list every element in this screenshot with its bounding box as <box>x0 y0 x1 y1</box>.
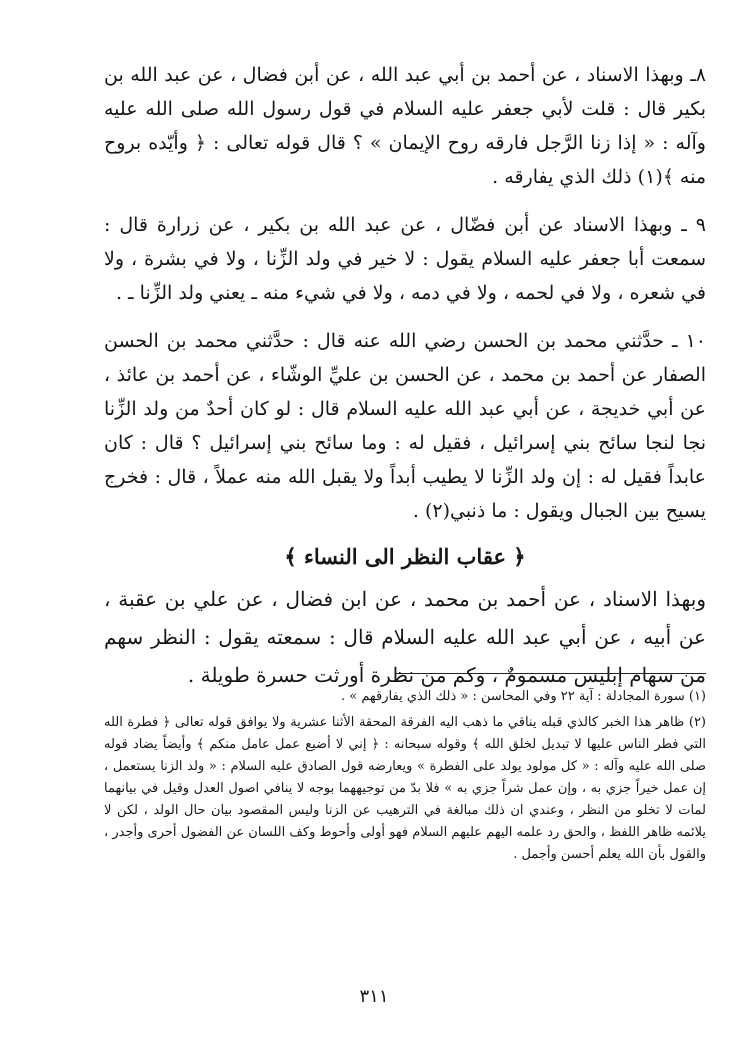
page-number: ٣١١ <box>359 986 389 1007</box>
footnotes <box>104 686 706 866</box>
footnote-1: (١) سورة المجادلة : آية ٢٢ وفي المحاسن : « ذلك الذي يفارقهم » . <box>341 689 706 704</box>
main-text <box>104 58 706 694</box>
hadith-8: ٨ـ وبهذا الاسناد ، عن أحمد بن أبي عبد الله ، عن أبن فضال ، عن عبد الله بن بكير قال : قلت لأبي جعفر عليه السلام في قول رسول الله صلى الله عليه وآله : « إذا زنا الرَّجل فارقه روح الإيمان » ؟ قال قوله تعالى : ﴿ وأيّده بروح منه ﴾(١) ذلك الذي يفارقه . <box>104 64 706 188</box>
section-paragraph: وبهذا الاسناد ، عن أحمد بن محمد ، عن ابن فضال ، عن علي بن عقبة ، عن أبيه ، عن أبي عبد الله عليه السلام قال : سمعته يقول : النظر سهم من سهام إبليس مسمومٌ ، وكم من نظرة أورثت حسرة طويلة . <box>104 587 706 687</box>
footnote-divider <box>396 673 706 674</box>
section-heading: ﴿ عقاب النظر الى النساء ﴾ <box>284 544 526 569</box>
hadith-10: ١٠ ـ حدَّثني محمد بن الحسن رضي الله عنه قال : حدَّثني محمد بن الحسن الصفار عن أحمد بن محمد ، عن الحسن بن عليِّ الوشّاء ، عن أحمد بن عائذ ، عن أبي خديجة ، عن أبي عبد الله عليه السلام قال : لو كان أحدٌ من ولد الزِّنا نجا لنجا سائح بني إسرائيل ، فقيل له : وما سائح بني إسرائيل ؟ قال : كان عابداً فقيل له : إن ولد الزِّنا لا يطيب أبداً ولا يقبل الله منه عملاً ، قال : فخرج يسيح بين الجبال ويقول : ما ذنبي(٢) . <box>104 330 706 522</box>
hadith-9: ٩ ـ وبهذا الاسناد عن أبن فضّال ، عن عبد الله بن بكير ، عن زرارة قال : سمعت أبا جعفر عليه السلام يقول : لا خير في ولد الزِّنا ، ولا في بشرة ، ولا في شعره ، ولا في لحمه ، ولا في دمه ، ولا في شيء منه ـ يعني ولد الزِّنا ـ . <box>104 214 706 304</box>
footnote-2: (٢) ظاهر هذا الخبر كالذي قبله يناقي ما ذهب اليه الفرقة المحقة الأثنا عشرية ولا يوافق قوله تعالى ﴿ فطرة الله التي فطر الناس عليها لا تبديل لخلق الله ﴾ وقوله سبحانه : ﴿ إني لا أضيع عمل عامل منكم ﴾ وأيضاً يضاد قوله صلى الله عليه وآله : « كل مولود يولد على الفطرة » ويعارضه قول الصادق عليه السلام : « ولد الزنا يستعمل ، إن عمل خيراً جزي به ، وإن عمل شراً جزي به » فلا بدّ من توجيههما بوجه لا ينافي اصول العدل وقيل في بيانهما لمات لا تخلو من النظر ، وعندي ان ذلك مبالغة في الترهيب عن الزنا وليس المقصود بيان حال الولد ، لكن لا يلائمه ظاهر اللفظ ، والحق رد علمه اليهم عليهم السلام فهو أولى وأحوط وكف اللسان عن الفضول أحرى وأجدر ، والقول بأن الله يعلم أحسن وأجمل . <box>104 715 706 862</box>
